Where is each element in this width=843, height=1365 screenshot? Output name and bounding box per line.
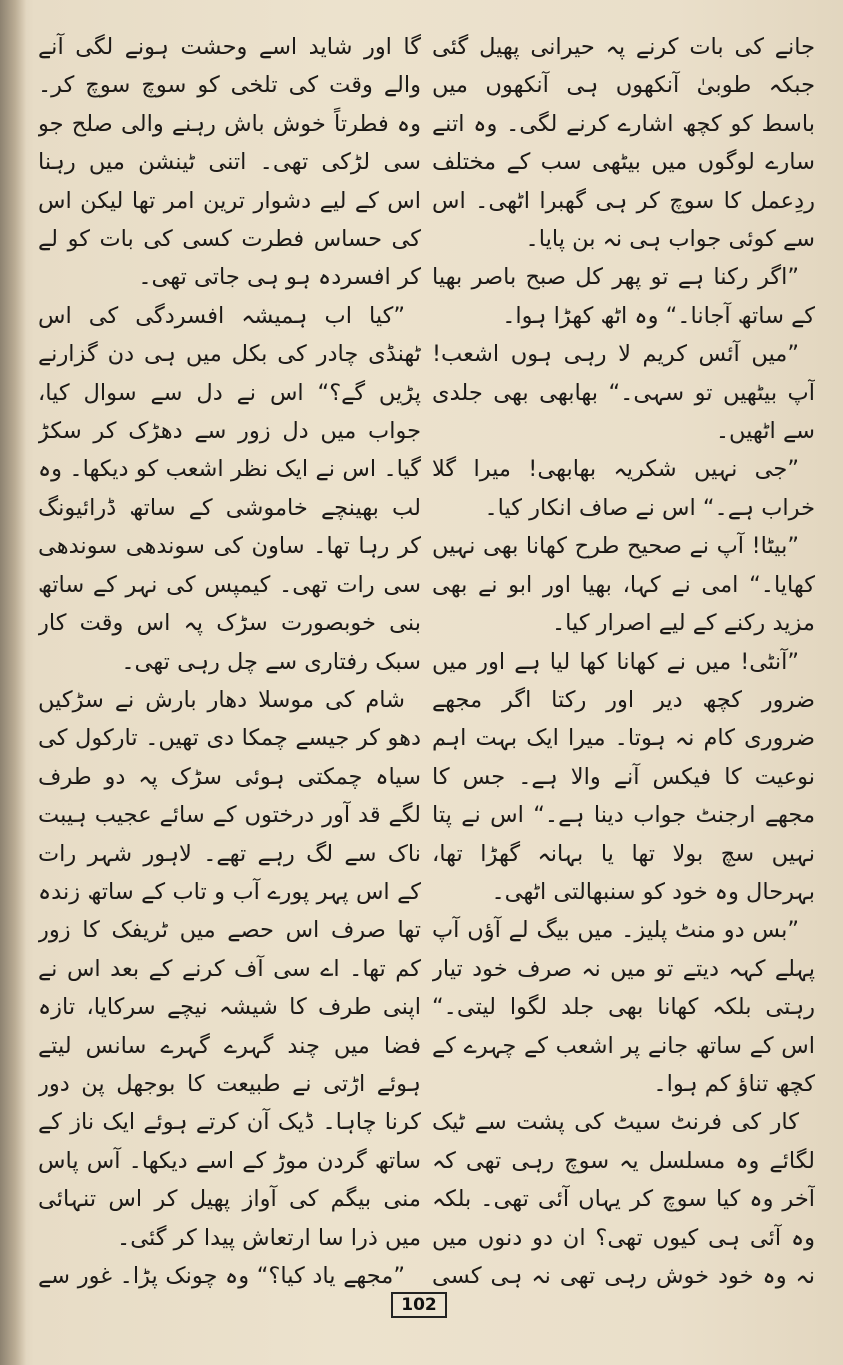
paragraph: ”جی نہیں شکریہ بھابھی! میرا گلا خراب ہے۔“ اس نے صاف انکار کیا۔ xyxy=(432,456,815,521)
paragraph: ”کیا اب ہمیشہ افسردگی کی اس ٹھنڈی چادر کی بکل میں ہی دن گزارنے پڑیں گے؟“ اس نے دل سے سوال کیا، جواب میں دل زور سے دھڑک کر سکڑ گیا۔ اس نے ایک نظر اشعب کو دیکھا۔ وہ لب بھینچے خاموشی کے ساتھ ڈرائیونگ کر رہا تھا۔ ساون کی سوندھی سوندھی سی رات تھی۔ کیمپس کی نہر کے ساتھ بنی خوبصورت سڑک پہ اس وقت کار سبک رفتاری سے چل رہی تھی۔ xyxy=(38,302,421,675)
page-number: 102 xyxy=(391,1292,447,1318)
text-column-left xyxy=(38,28,421,1290)
paragraph: ”بس دو منٹ پلیز۔ میں بیگ لے آؤں آپ پہلے کہہ دیتے تو میں نہ صرف خود تیار رہتی بلکہ کھانا بھی جلد لگوا لیتی۔“ اس کے ساتھ جانے پر اشعب کے چہرے کے کچھ تناؤ کم ہوا۔ xyxy=(432,917,815,1097)
paragraph: ”میں آئس کریم لا رہی ہوں اشعب! آپ بیٹھیں تو سہی۔“ بھابھی بھی جلدی سے اٹھیں۔ xyxy=(432,341,815,445)
text-column-right xyxy=(432,28,815,1290)
paragraph: شام کی موسلا دھار بارش نے سڑکیں دھو کر جیسے چمکا دی تھیں۔ تارکول کی سیاہ چمکتی ہوئی سڑک پہ دو طرف لگے قد آور درختوں کے سائے عجیب ہیبت ناک سے لگ رہے تھے۔ لاہور شہر رات کے اس پہر پورے آب و تاب کے ساتھ زندہ تھا صرف اس حصے میں ٹریفک کا زور کم تھا۔ اے سی آف کرنے کے بعد اس نے اپنی طرف کا شیشہ نیچے سرکایا، تازہ فضا میں چند گہرے گہرے سانس لیتے ہوئے اڑتی نے طبیعت کا بوجھل پن دور کرنا چاہا۔ ڈیک آن کرتے ہوئے ایک ناز کے ساتھ گردن موڑ کے اسے دیکھا۔ آس پاس منی بیگم کی آواز پھیل کر اس تنہائی میں ذرا سا ارتعاش پیدا کر گئی۔ xyxy=(38,686,421,1251)
paragraph: جانے کی بات کرنے پہ حیرانی پھیل گئی جبکہ طوبیٰ آنکھوں ہی آنکھوں میں باسط کو کچھ اشارے کرنے لگی۔ وہ اتنے سارے لوگوں میں بیٹھی سب کے مختلف ردِعمل کا سوچ کر ہی گھبرا اٹھی۔ اس سے کوئی جواب ہی نہ بن پایا۔ xyxy=(432,34,815,253)
book-gutter-shadow xyxy=(0,0,26,1365)
paragraph: ”بیٹا! آپ نے صحیح طرح کھانا بھی نہیں کھایا۔“ امی نے کہا، بھیا اور ابو نے بھی مزید رکنے کے لیے اصرار کیا۔ xyxy=(432,533,815,637)
paragraph: کار کی فرنٹ سیٹ کی پشت سے ٹیک لگائے وہ مسلسل یہ سوچ رہی تھی کہ آخر وہ کیا سوچ کر یہاں آئی تھی۔ بلکہ وہ آئی ہی کیوں تھی؟ ان دو دنوں میں نہ وہ خود خوش رہی تھی نہ ہی کسی xyxy=(432,1109,815,1289)
paragraph: ”مجھے یاد کیا؟“ وہ چونک پڑا۔ غور سے xyxy=(38,1263,405,1289)
paragraph: ”اگر رکنا ہے تو پھر کل صبح باصر بھیا کے ساتھ آجانا۔“ وہ اٹھ کھڑا ہوا۔ xyxy=(432,264,815,329)
paragraph: گا اور شاید اسے وحشت ہونے لگی آنے والے وقت کی تلخی کو سوچ سوچ کر۔ وہ فطرتاً خوش باش رہنے والی صلح جو سی لڑکی تھی۔ اتنی ٹینشن میں رہنا اس کے لیے دشوار ترین امر تھا لیکن اس کی حساس فطرت کسی کی بات کو لے کر افسردہ ہو ہی جاتی تھی۔ xyxy=(38,34,421,291)
paragraph: ”آنٹی! میں نے کھانا کھا لیا ہے اور میں ضرور کچھ دیر اور رکتا اگر مجھے ضروری کام نہ ہوتا۔ میرا ایک بہت اہم نوعیت کا فیکس آنے والا ہے۔ جس کا مجھے ارجنٹ جواب دینا ہے۔“ اس نے پتا نہیں سچ بولا تھا یا بہانہ گھڑا تھا، بہرحال وہ خود کو سنبھالتی اٹھی۔ xyxy=(432,648,815,905)
